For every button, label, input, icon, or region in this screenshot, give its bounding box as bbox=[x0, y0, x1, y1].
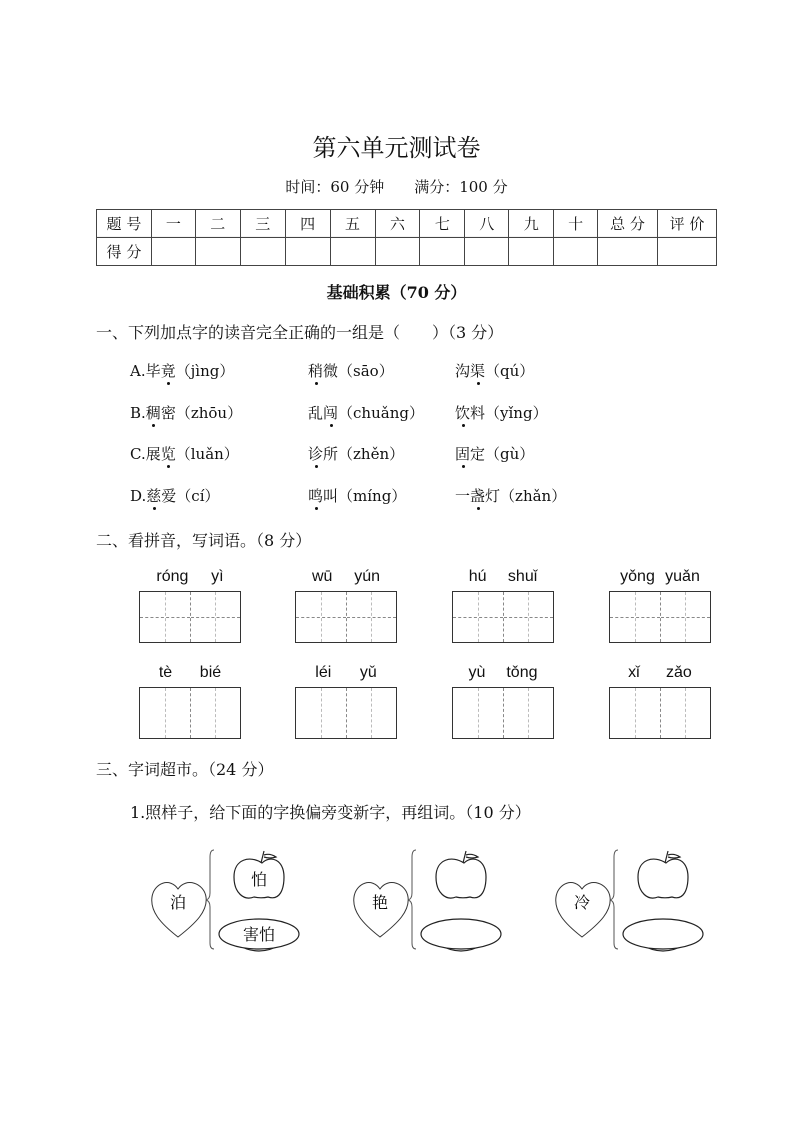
pinyin-syllable: tè bbox=[158, 664, 173, 681]
bowl-shape[interactable] bbox=[421, 919, 501, 949]
pinyin-label bbox=[145, 568, 235, 586]
word-char: 料 bbox=[470, 403, 486, 422]
pinyin-annotation: （luǎn） bbox=[175, 445, 239, 463]
question-3-prompt: 三、字词超市。（24 分） bbox=[96, 760, 274, 779]
pinyin-syllable: yù bbox=[468, 664, 486, 681]
option-word bbox=[130, 443, 239, 464]
word-char: 乱 bbox=[308, 403, 324, 422]
header-cell: 七 bbox=[420, 210, 465, 238]
header-cell: 二 bbox=[195, 210, 240, 238]
radical-figure bbox=[554, 845, 714, 960]
pinyin-annotation: （zhěn） bbox=[338, 445, 405, 463]
pinyin-label bbox=[458, 664, 548, 682]
dotted-char: 竟 bbox=[160, 362, 176, 380]
header-cell: 一 bbox=[151, 210, 195, 238]
pinyin-annotation: （zhǎn） bbox=[500, 486, 567, 505]
dotted-char: 盏 bbox=[470, 486, 486, 505]
writing-box[interactable] bbox=[452, 591, 554, 643]
writing-box[interactable] bbox=[295, 687, 397, 739]
tianzige-cell[interactable] bbox=[504, 688, 554, 738]
pinyin-label bbox=[301, 568, 391, 586]
pinyin-annotation: （sāo） bbox=[338, 362, 394, 380]
pinyin-label bbox=[145, 664, 235, 682]
tianzige-cell[interactable] bbox=[661, 688, 711, 738]
bowl-shape[interactable] bbox=[623, 919, 703, 949]
pinyin-syllable: léi bbox=[315, 664, 332, 681]
pinyin-syllable: zǎo bbox=[666, 664, 692, 681]
word-char: 所 bbox=[323, 445, 339, 463]
tianzige-cell[interactable] bbox=[296, 592, 347, 642]
header-cell: 评 价 bbox=[658, 210, 717, 238]
pinyin-annotation: （chuǎng） bbox=[338, 403, 424, 422]
word-char: 展 bbox=[145, 445, 161, 463]
dotted-char: 慈 bbox=[146, 486, 162, 505]
pinyin-syllable: bié bbox=[199, 664, 222, 681]
option-word bbox=[455, 360, 534, 381]
writing-box[interactable] bbox=[609, 687, 711, 739]
score-cell[interactable] bbox=[465, 238, 509, 266]
score-cell[interactable] bbox=[375, 238, 420, 266]
pinyin-syllable: wū bbox=[311, 568, 333, 585]
word-char: 爱 bbox=[161, 486, 177, 505]
tianzige-cell[interactable] bbox=[453, 592, 504, 642]
score-cell[interactable] bbox=[285, 238, 330, 266]
option-word bbox=[308, 443, 404, 464]
word-char: 一 bbox=[455, 486, 471, 505]
pinyin-syllable: yún bbox=[354, 568, 381, 585]
pinyin-label bbox=[615, 568, 705, 586]
pinyin-annotation: （zhōu） bbox=[175, 403, 243, 422]
header-cell: 十 bbox=[554, 210, 598, 238]
pinyin-annotation: （cí） bbox=[176, 486, 220, 505]
option-word bbox=[455, 485, 566, 506]
full-score: 满分：100 分 bbox=[414, 178, 508, 196]
dotted-char: 稍 bbox=[308, 362, 324, 380]
option-label: C. bbox=[130, 445, 146, 463]
tianzige-cell[interactable] bbox=[140, 688, 191, 738]
tianzige-cell[interactable] bbox=[140, 592, 191, 642]
header-cell: 总 分 bbox=[598, 210, 658, 238]
heart-char: 冷 bbox=[573, 893, 591, 912]
dotted-char: 渠 bbox=[470, 362, 486, 380]
option-word bbox=[455, 402, 548, 423]
score-cell[interactable] bbox=[240, 238, 285, 266]
option-label: D. bbox=[130, 486, 147, 505]
option-word bbox=[130, 485, 220, 506]
pinyin-label bbox=[615, 664, 705, 682]
option-word bbox=[308, 360, 394, 381]
header-cell: 六 bbox=[375, 210, 420, 238]
option-word bbox=[308, 402, 424, 423]
tianzige-cell[interactable] bbox=[504, 592, 554, 642]
header-cell: 五 bbox=[330, 210, 375, 238]
pinyin-syllable: hú bbox=[468, 568, 487, 585]
option-label: B. bbox=[130, 403, 146, 422]
dotted-char: 闯 bbox=[323, 403, 339, 422]
score-cell[interactable] bbox=[420, 238, 465, 266]
header-cell: 三 bbox=[240, 210, 285, 238]
pinyin-syllable: yǔ bbox=[359, 664, 377, 681]
score-row bbox=[97, 238, 717, 266]
tianzige-cell[interactable] bbox=[610, 688, 661, 738]
time-limit: 时间：60 分钟 bbox=[285, 178, 385, 196]
dotted-char: 固 bbox=[455, 445, 471, 463]
score-table bbox=[96, 209, 717, 266]
exam-info bbox=[0, 176, 793, 197]
word-char: 毕 bbox=[145, 362, 161, 380]
radical-figure bbox=[150, 845, 310, 960]
score-cell[interactable] bbox=[658, 238, 717, 266]
pinyin-syllable: yuǎn bbox=[665, 568, 700, 585]
writing-box[interactable] bbox=[295, 591, 397, 643]
apple-shape[interactable] bbox=[436, 859, 486, 898]
tianzige-cell[interactable] bbox=[296, 688, 347, 738]
option-word bbox=[130, 360, 234, 381]
row-label: 得 分 bbox=[97, 238, 152, 266]
pinyin-annotation: （qú） bbox=[485, 362, 535, 380]
writing-box[interactable] bbox=[609, 591, 711, 643]
pinyin-label bbox=[301, 664, 391, 682]
tianzige-cell[interactable] bbox=[453, 688, 504, 738]
pinyin-label bbox=[458, 568, 548, 586]
brace-icon bbox=[408, 850, 416, 949]
pinyin-syllable: yì bbox=[211, 568, 224, 585]
score-cell[interactable] bbox=[151, 238, 195, 266]
option-word bbox=[308, 485, 406, 506]
tianzige-cell[interactable] bbox=[610, 592, 661, 642]
tianzige-cell[interactable] bbox=[191, 688, 241, 738]
question-3-sub-1: 1.照样子，给下面的字换偏旁变新字，再组词。（10 分） bbox=[130, 803, 531, 822]
radical-figure bbox=[352, 845, 512, 960]
dotted-char: 诊 bbox=[308, 445, 324, 463]
page-title: 第六单元测试卷 bbox=[312, 134, 481, 162]
dotted-char: 鸣 bbox=[308, 486, 324, 505]
tianzige-cell[interactable] bbox=[661, 592, 711, 642]
word-char: 密 bbox=[160, 403, 176, 422]
heart-char: 艳 bbox=[371, 893, 389, 912]
header-cell: 八 bbox=[465, 210, 509, 238]
question-1-prompt: 一、下列加点字的读音完全正确的一组是（ ）（3 分） bbox=[96, 323, 504, 342]
dotted-char: 饮 bbox=[455, 403, 471, 422]
score-cell[interactable] bbox=[509, 238, 554, 266]
dotted-char: 览 bbox=[160, 445, 176, 463]
word-char: 微 bbox=[323, 362, 339, 380]
pinyin-syllable: tǒng bbox=[506, 664, 538, 681]
apple-shape[interactable] bbox=[638, 859, 688, 898]
header-cell: 九 bbox=[509, 210, 554, 238]
score-table-header bbox=[97, 210, 717, 238]
header-cell: 题 号 bbox=[97, 210, 152, 238]
tianzige-cell[interactable] bbox=[191, 592, 241, 642]
writing-box[interactable] bbox=[452, 687, 554, 739]
brace-icon bbox=[206, 850, 214, 949]
word-char: 沟 bbox=[455, 362, 471, 380]
header-cell: 四 bbox=[285, 210, 330, 238]
word-char: 灯 bbox=[485, 486, 501, 505]
option-label: A. bbox=[130, 362, 146, 380]
pinyin-annotation: （míng） bbox=[338, 486, 407, 505]
apple-char: 怕 bbox=[250, 870, 268, 889]
brace-icon bbox=[610, 850, 618, 949]
heart-char: 泊 bbox=[169, 893, 187, 912]
pinyin-syllable: xǐ bbox=[628, 664, 640, 681]
option-word bbox=[455, 443, 534, 464]
word-char: 叫 bbox=[323, 486, 339, 505]
pinyin-syllable: shuǐ bbox=[507, 568, 538, 585]
pinyin-annotation: （gù） bbox=[485, 445, 535, 463]
bowl-word: 害怕 bbox=[242, 925, 276, 944]
pinyin-syllable: róng bbox=[156, 568, 189, 585]
writing-box[interactable] bbox=[139, 591, 241, 643]
score-cell[interactable] bbox=[598, 238, 658, 266]
pinyin-syllable: yǒng bbox=[620, 568, 655, 585]
option-word bbox=[130, 402, 242, 423]
tianzige-cell[interactable] bbox=[347, 592, 397, 642]
question-2-prompt: 二、看拼音，写词语。（8 分） bbox=[96, 531, 312, 550]
tianzige-cell[interactable] bbox=[347, 688, 397, 738]
score-cell[interactable] bbox=[330, 238, 375, 266]
section-title: 基础积累（70 分） bbox=[326, 283, 467, 302]
score-cell[interactable] bbox=[195, 238, 240, 266]
pinyin-annotation: （jìng） bbox=[175, 362, 235, 380]
pinyin-annotation: （yǐng） bbox=[485, 403, 548, 422]
dotted-char: 稠 bbox=[145, 403, 161, 422]
writing-box[interactable] bbox=[139, 687, 241, 739]
word-char: 定 bbox=[470, 445, 486, 463]
score-cell[interactable] bbox=[554, 238, 598, 266]
